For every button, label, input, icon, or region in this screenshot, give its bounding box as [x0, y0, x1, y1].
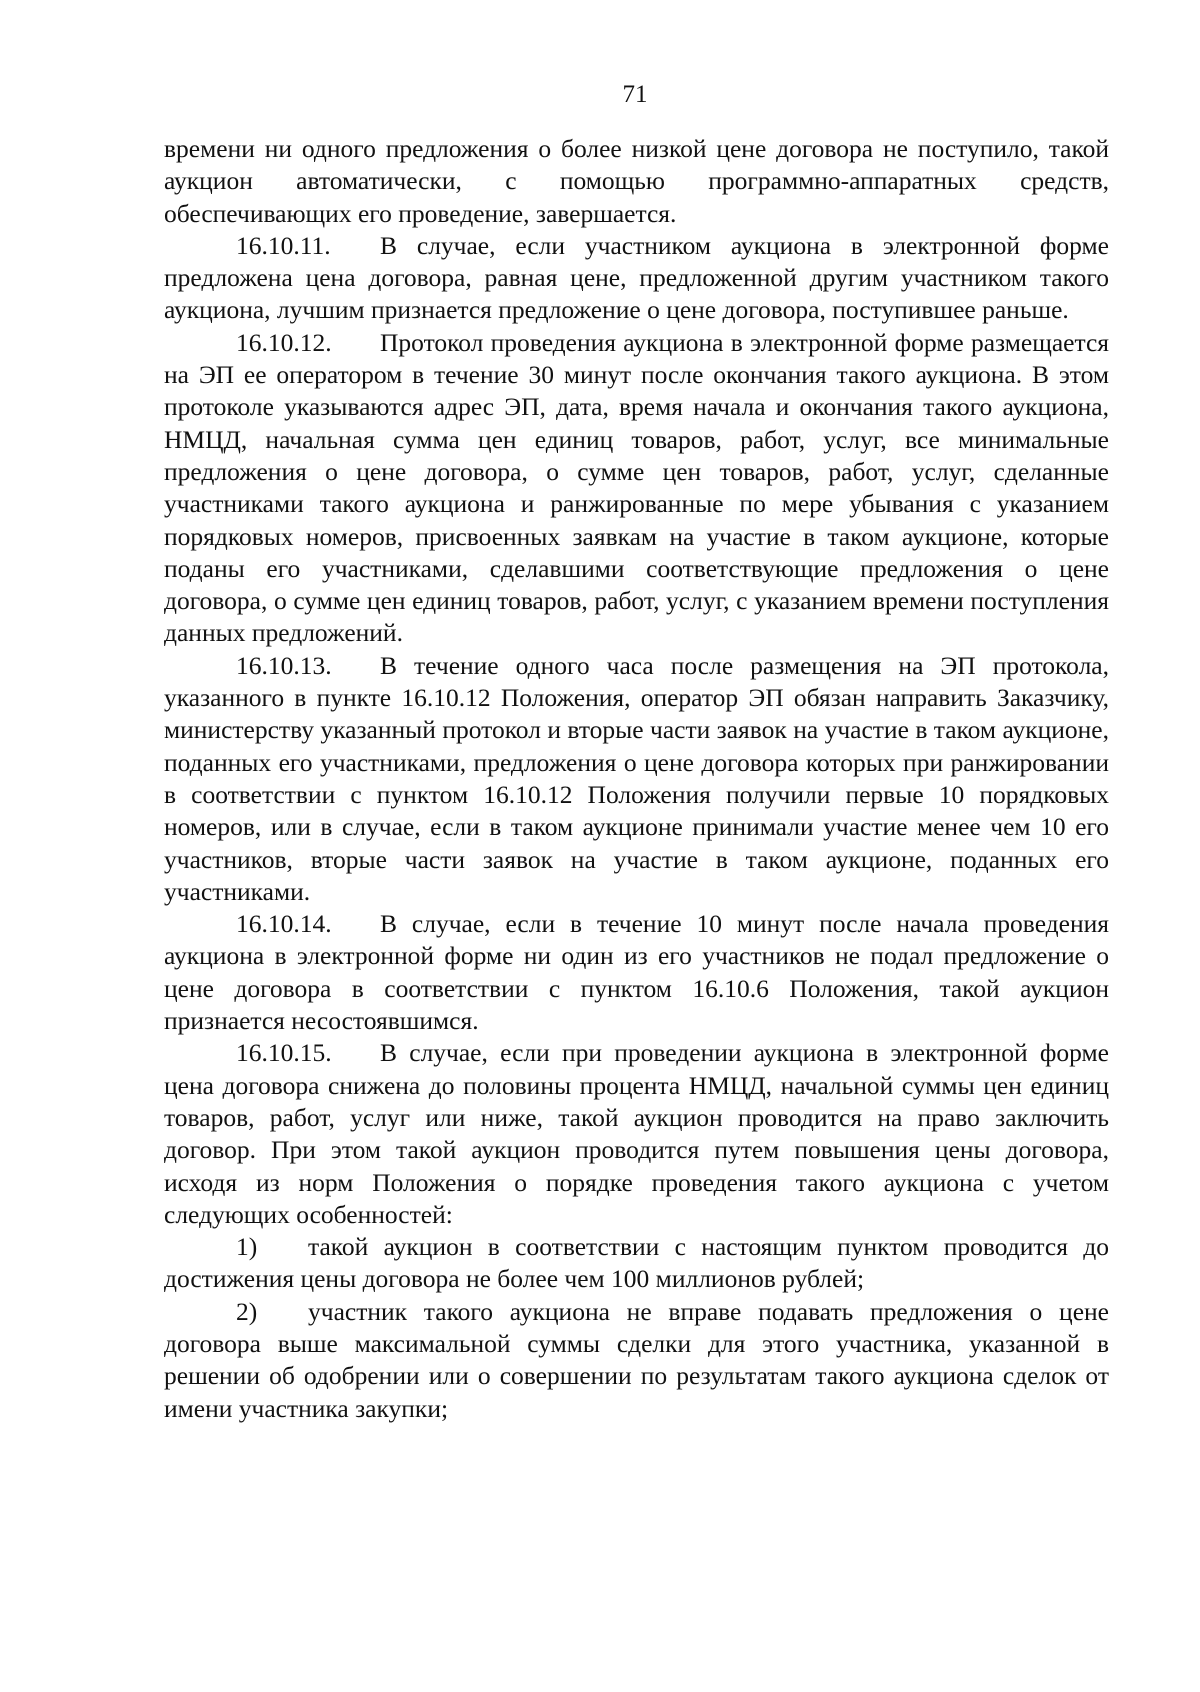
clause-number: 16.10.11. [236, 230, 331, 260]
paragraph-text: времени ни одного предложения о более низкой цене договора не поступило, такой аукцион автоматически, с помощью программно-аппаратных средств, обеспечивающих его проведение, завершается. [164, 134, 1109, 228]
paragraph-text: В случае, если участником аукциона в электронной форме предложена цена договора, равная цене, предложенной другим участником такого аукциона, лучшим признается предложение о цене договора, поступившее раньше. [164, 230, 1109, 325]
paragraph-continuation [164, 133, 1109, 230]
list-item-text: такой аукцион в соответствии с настоящим пунктом проводится до достижения цены договора не более чем 100 миллионов рублей; [164, 1232, 1109, 1294]
paragraph-16-10-11 [164, 230, 1109, 327]
clause-number: 16.10.13. [236, 650, 332, 680]
document-body [164, 133, 1109, 1425]
list-item-number: 2) [236, 1296, 258, 1326]
clause-number: 16.10.14. [236, 909, 332, 939]
paragraph-16-10-13 [164, 650, 1109, 908]
paragraph-text: В течение одного часа после размещения на ЭП протокола, указанного в пункте 16.10.12 Положения, оператор ЭП обязан направить Заказчику, министерству указанный протокол и вторые части заявок на участие в таком аукционе, поданных его участниками, предложения о цене договора которых при ранжировании в соответствии с пунктом 16.10.12 Положения получили первые 10 порядковых номеров, или в случае, если в таком аукционе принимали участие менее чем 10 его участников, вторые части заявок на участие в таком аукционе, поданных его участниками. [164, 650, 1109, 906]
page-number: 71 [622, 81, 648, 108]
list-item-1 [164, 1231, 1109, 1296]
paragraph-16-10-15 [164, 1037, 1109, 1231]
paragraph-text: Протокол проведения аукциона в электронной форме размещается на ЭП ее оператором в течение 30 минут после окончания такого аукциона. В этом протоколе указываются адрес ЭП, дата, время начала и окончания такого аукциона, НМЦД, начальная сумма цен единиц товаров, работ, услуг, все минимальные предложения о цене договора, о сумме цен товаров, работ, услуг, сделанные участниками такого аукциона и ранжированные по мере убывания с указанием порядковых номеров, присвоенных заявкам на участие в таком аукционе, которые поданы его участниками, сделавшими соответствующие предложения о цене договора, о сумме цен единиц товаров, работ, услуг, с указанием времени поступления данных предложений. [164, 327, 1109, 648]
paragraph-16-10-14 [164, 908, 1109, 1037]
paragraph-text: В случае, если при проведении аукциона в электронной форме цена договора снижена до половины процента НМЦД, начальной суммы цен единиц товаров, работ, услуг или ниже, такой аукцион проводится на право заключить договор. При этом такой аукцион проводится путем повышения цены договора, исходя из норм Положения о порядке проведения такого аукциона с учетом следующих особенностей: [164, 1038, 1109, 1229]
clause-number: 16.10.15. [236, 1038, 332, 1068]
paragraph-text: В случае, если в течение 10 минут после начала проведения аукциона в электронной форме ни один из его участников не подал предложение о цене договора в соответствии с пунктом 16.10.6 Положения, такой аукцион признается несостоявшимся. [164, 909, 1109, 1036]
list-item-number: 1) [236, 1232, 258, 1262]
clause-number: 16.10.12. [236, 327, 332, 357]
list-item-text: участник такого аукциона не вправе подавать предложения о цене договора выше максимальной суммы сделки для этого участника, указанной в решении об одобрении или о совершении по результатам такого аукциона сделок от имени участника закупки; [164, 1296, 1109, 1423]
paragraph-16-10-12 [164, 327, 1109, 650]
list-item-2 [164, 1296, 1109, 1425]
